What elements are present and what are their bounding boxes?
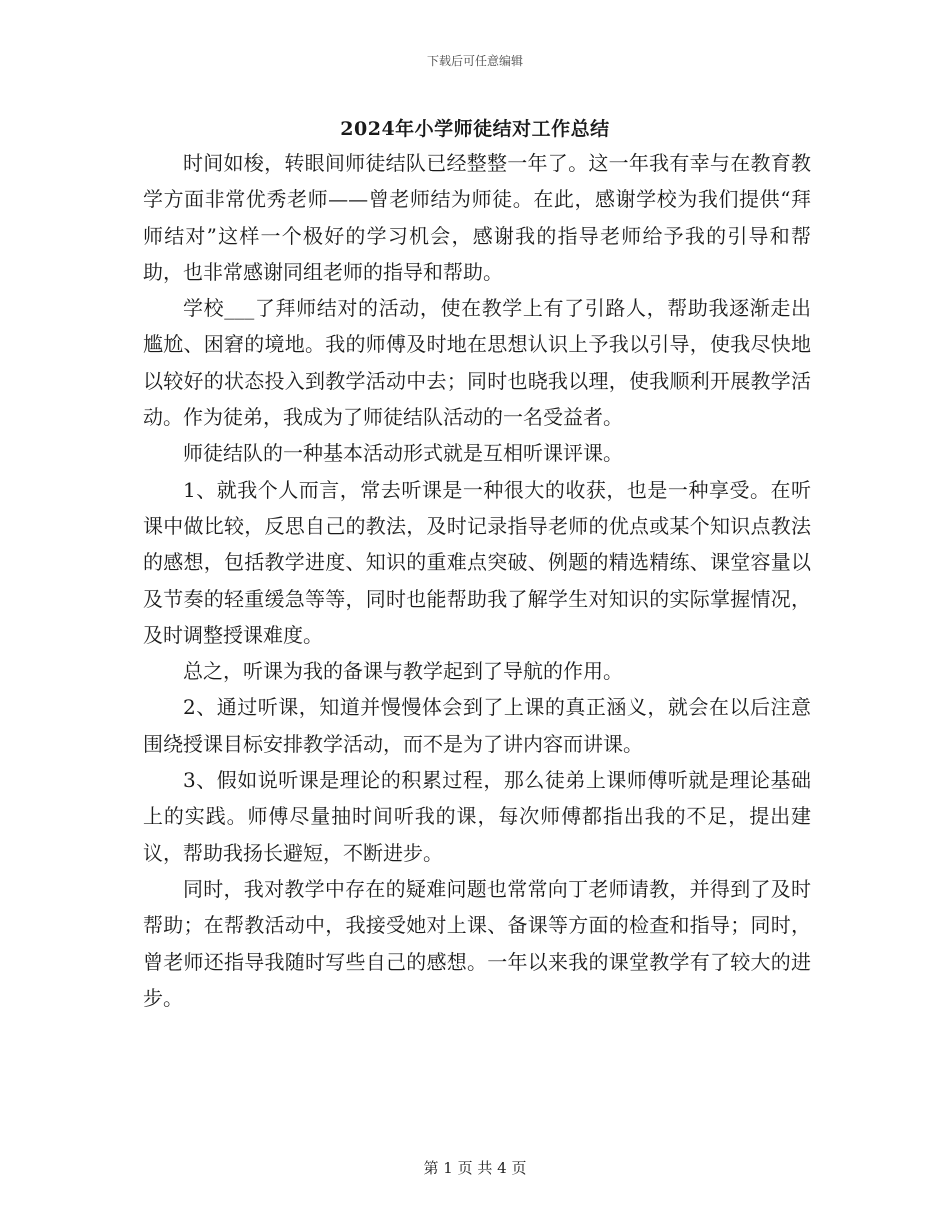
paragraph: 2、通过听课，知道并慢慢体会到了上课的真正涵义，就会在以后注意围绕授课目标安排教学活动，而不是为了讲内容而讲课。 [143,695,811,756]
paragraph: 1、就我个人而言，常去听课是一种很大的收获，也是一种享受。在听课中做比较，反思自己的教法，及时记录指导老师的优点或某个知识点教法的感想，包括教学进度、知识的重难点突破、例题的精选精练、课堂容量以及节奏的轻重缓急等等，同时也能帮助我了解学生对知识的实际掌握情况，及时调整授课难度。 [143,477,811,647]
document-body [143,145,811,1016]
paragraph: 同时，我对教学中存在的疑难问题也常常向丁老师请教，并得到了及时帮助；在帮教活动中，我接受她对上课、备课等方面的检查和指导；同时，曾老师还指导我随时写些自己的感想。一年以来我的课堂教学有了较大的进步。 [143,876,811,1010]
paragraph: 学校___了拜师结对的活动，使在教学上有了引路人，帮助我逐渐走出尴尬、困窘的境地。我的师傅及时地在思想认识上予我以引导，使我尽快地以较好的状态投入到教学活动中去；同时也晓我以理，使我顺利开展教学活动。作为徒弟，我成为了师徒结队活动的一名受益者。 [143,296,811,430]
page-footer: 第 1 页 共 4 页 [423,1159,527,1177]
paragraph: 时间如梭，转眼间师徒结队已经整整一年了。这一年我有幸与在教育教学方面非常优秀老师——曾老师结为师徒。在此，感谢学校为我们提供“拜师结对”这样一个极好的学习机会，感谢我的指导老师给予我的引导和帮助，也非常感谢同组老师的指导和帮助。 [143,151,811,284]
document-title: 2024年小学师徒结对工作总结 [340,118,610,140]
header-note: 下载后可任意编辑 [426,54,523,68]
paragraph: 师徒结队的一种基本活动形式就是互相听课评课。 [183,441,623,466]
paragraph: 3、假如说听课是理论的积累过程，那么徒弟上课师傅听就是理论基础上的实践。师傅尽量抽时间听我的课，每次师傅都指出我的不足，提出建议，帮助我扬长避短，不断进步。 [143,768,811,865]
paragraph: 总之，听课为我的备课与教学起到了导航的作用。 [183,659,623,684]
